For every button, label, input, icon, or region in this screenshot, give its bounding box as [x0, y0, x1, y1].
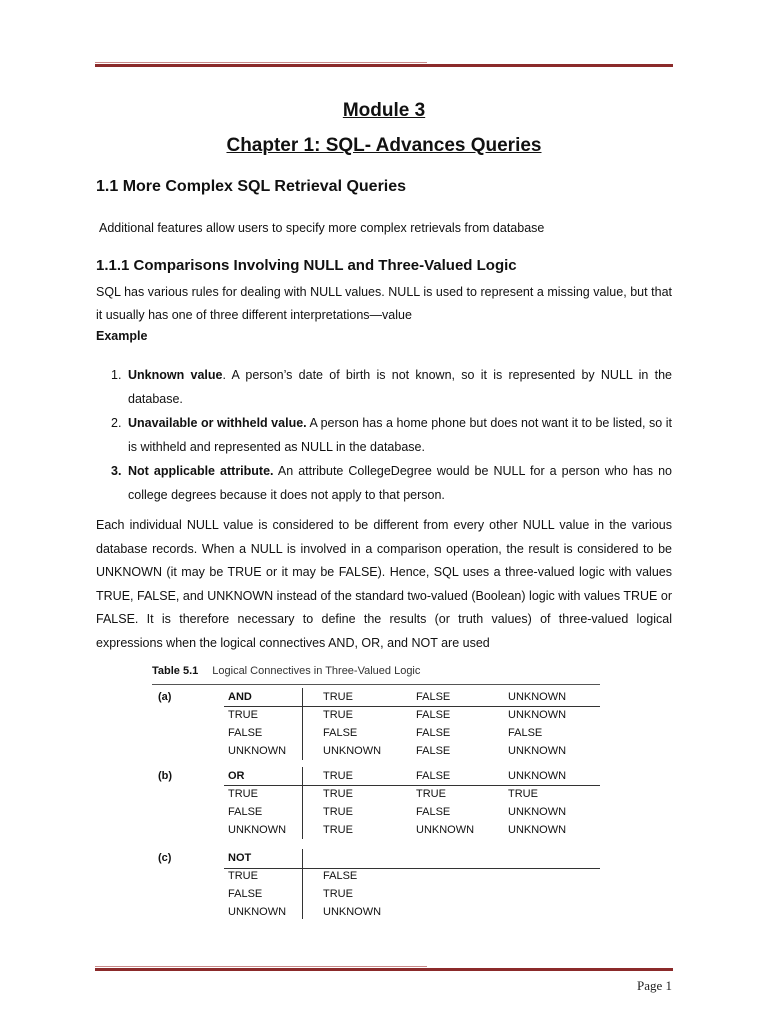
header-rule-accent — [95, 62, 427, 63]
table-row — [152, 885, 600, 903]
table-cell: FALSE — [228, 888, 263, 900]
list-number: 1. — [111, 368, 122, 382]
table-section-and — [152, 688, 600, 762]
section-heading-1-1-1: 1.1.1 Comparisons Involving NULL and Three-Valued Logic — [96, 257, 517, 274]
module-title: Module 3 — [342, 100, 426, 121]
example-label: Example — [96, 329, 148, 343]
null-intro-paragraph: SQL has various rules for dealing with NULL values. NULL is used to represent a missing value, but that it usually has one of three different interpretations—value — [96, 285, 672, 322]
footer-rule — [95, 968, 673, 971]
table-title: Logical Connectives in Three-Valued Logic — [212, 665, 421, 677]
header-rule — [95, 64, 673, 67]
header-cell: NOT — [228, 852, 252, 864]
table-cell: TRUE — [228, 709, 258, 721]
table-row — [152, 821, 600, 839]
table-top-rule — [152, 684, 600, 685]
section-label: (a) — [158, 691, 172, 703]
table-cell: UNKNOWN — [228, 824, 287, 836]
table-cell: UNKNOWN — [508, 745, 567, 757]
table-cell: TRUE — [323, 888, 353, 900]
table-cell: UNKNOWN — [416, 824, 475, 836]
table-header-row — [152, 688, 600, 706]
list-item-text: . A person’s date of birth is not known, so it is represented by NULL in the database. — [128, 368, 673, 406]
header-cell: UNKNOWN — [508, 691, 567, 703]
table-cell: UNKNOWN — [228, 745, 287, 757]
table-row — [152, 803, 600, 821]
table-cell: FALSE — [323, 727, 358, 739]
header-cell: AND — [228, 691, 252, 703]
table-cell: FALSE — [323, 870, 358, 882]
table-cell: FALSE — [416, 709, 451, 721]
table-row — [152, 724, 600, 742]
table-section-or — [152, 767, 600, 841]
header-cell: UNKNOWN — [508, 770, 567, 782]
table-cell: FALSE — [416, 806, 451, 818]
list-item — [96, 411, 672, 459]
section-label: (c) — [158, 852, 172, 864]
page-number: Page 1 — [636, 978, 672, 993]
list-number: 2. — [111, 416, 122, 430]
table-cell: TRUE — [323, 806, 353, 818]
table-cell: FALSE — [228, 727, 263, 739]
section-label: (b) — [158, 770, 173, 782]
header-cell: FALSE — [416, 691, 451, 703]
table-cell: UNKNOWN — [323, 745, 382, 757]
section-heading-1-1: 1.1 More Complex SQL Retrieval Queries — [96, 178, 407, 195]
table-cell: FALSE — [228, 806, 263, 818]
table-cell: TRUE — [323, 709, 353, 721]
table-row — [152, 706, 600, 724]
list-item-lead: Unknown value — [128, 368, 223, 382]
table-header-row — [152, 767, 600, 785]
table-row — [152, 867, 600, 885]
table-cell: TRUE — [323, 788, 353, 800]
null-interpretations-list — [96, 363, 672, 507]
footer-rule-accent — [95, 966, 427, 967]
table-cell: UNKNOWN — [228, 906, 287, 918]
header-cell: TRUE — [323, 691, 353, 703]
table-cell: TRUE — [228, 788, 258, 800]
list-item — [96, 363, 672, 411]
table-cell: FALSE — [508, 727, 543, 739]
table-row — [152, 903, 600, 921]
intro-paragraph: Additional features allow users to specify more complex retrievals from database — [99, 221, 545, 235]
table-cell: TRUE — [508, 788, 538, 800]
table-cell: UNKNOWN — [323, 906, 382, 918]
table-cell: FALSE — [416, 745, 451, 757]
table-cell: UNKNOWN — [508, 806, 567, 818]
list-item-lead: Not applicable attribute. — [128, 464, 274, 478]
table-row — [152, 785, 600, 803]
table-number: Table 5.1 — [152, 665, 199, 677]
list-item-text: A person has a home phone but does not want it to be listed, so it is withheld and represented as NULL in the database. — [128, 416, 672, 454]
header-cell: FALSE — [416, 770, 451, 782]
table-cell: UNKNOWN — [508, 824, 567, 836]
table-cell: TRUE — [416, 788, 446, 800]
table-caption — [152, 665, 420, 677]
table-row — [152, 742, 600, 760]
list-item-text: An attribute CollegeDegree would be NULL for a person who has no college degrees because it does not apply to that person. — [128, 464, 672, 502]
table-cell: FALSE — [416, 727, 451, 739]
table-cell: TRUE — [228, 870, 258, 882]
list-number: 3. — [111, 464, 122, 478]
list-item-lead: Unavailable or withheld value. — [128, 416, 307, 430]
header-cell: OR — [228, 770, 245, 782]
list-item — [96, 459, 672, 507]
table-cell: UNKNOWN — [508, 709, 567, 721]
chapter-title: Chapter 1: SQL- Advances Queries — [226, 135, 542, 156]
header-cell: TRUE — [323, 770, 353, 782]
table-header-row — [152, 849, 600, 867]
table-section-not — [152, 849, 600, 923]
three-valued-logic-paragraph: Each individual NULL value is considered to be different from every other NULL value in the various database records. When a NULL is involved in a comparison operation, the result is considered to be UNKNOWN (it may be TRUE or it may be FALSE). Hence, SQL uses a three-valued logic with values TRUE, FALSE, and UNKNOWN instead of the standard two-valued (Boolean) logic with values TRUE or FALSE. It is therefore necessary to define the results (or truth values) of three-valued logical expressions when the logical connectives AND, OR, and NOT are used — [96, 518, 672, 650]
table-cell: TRUE — [323, 824, 353, 836]
